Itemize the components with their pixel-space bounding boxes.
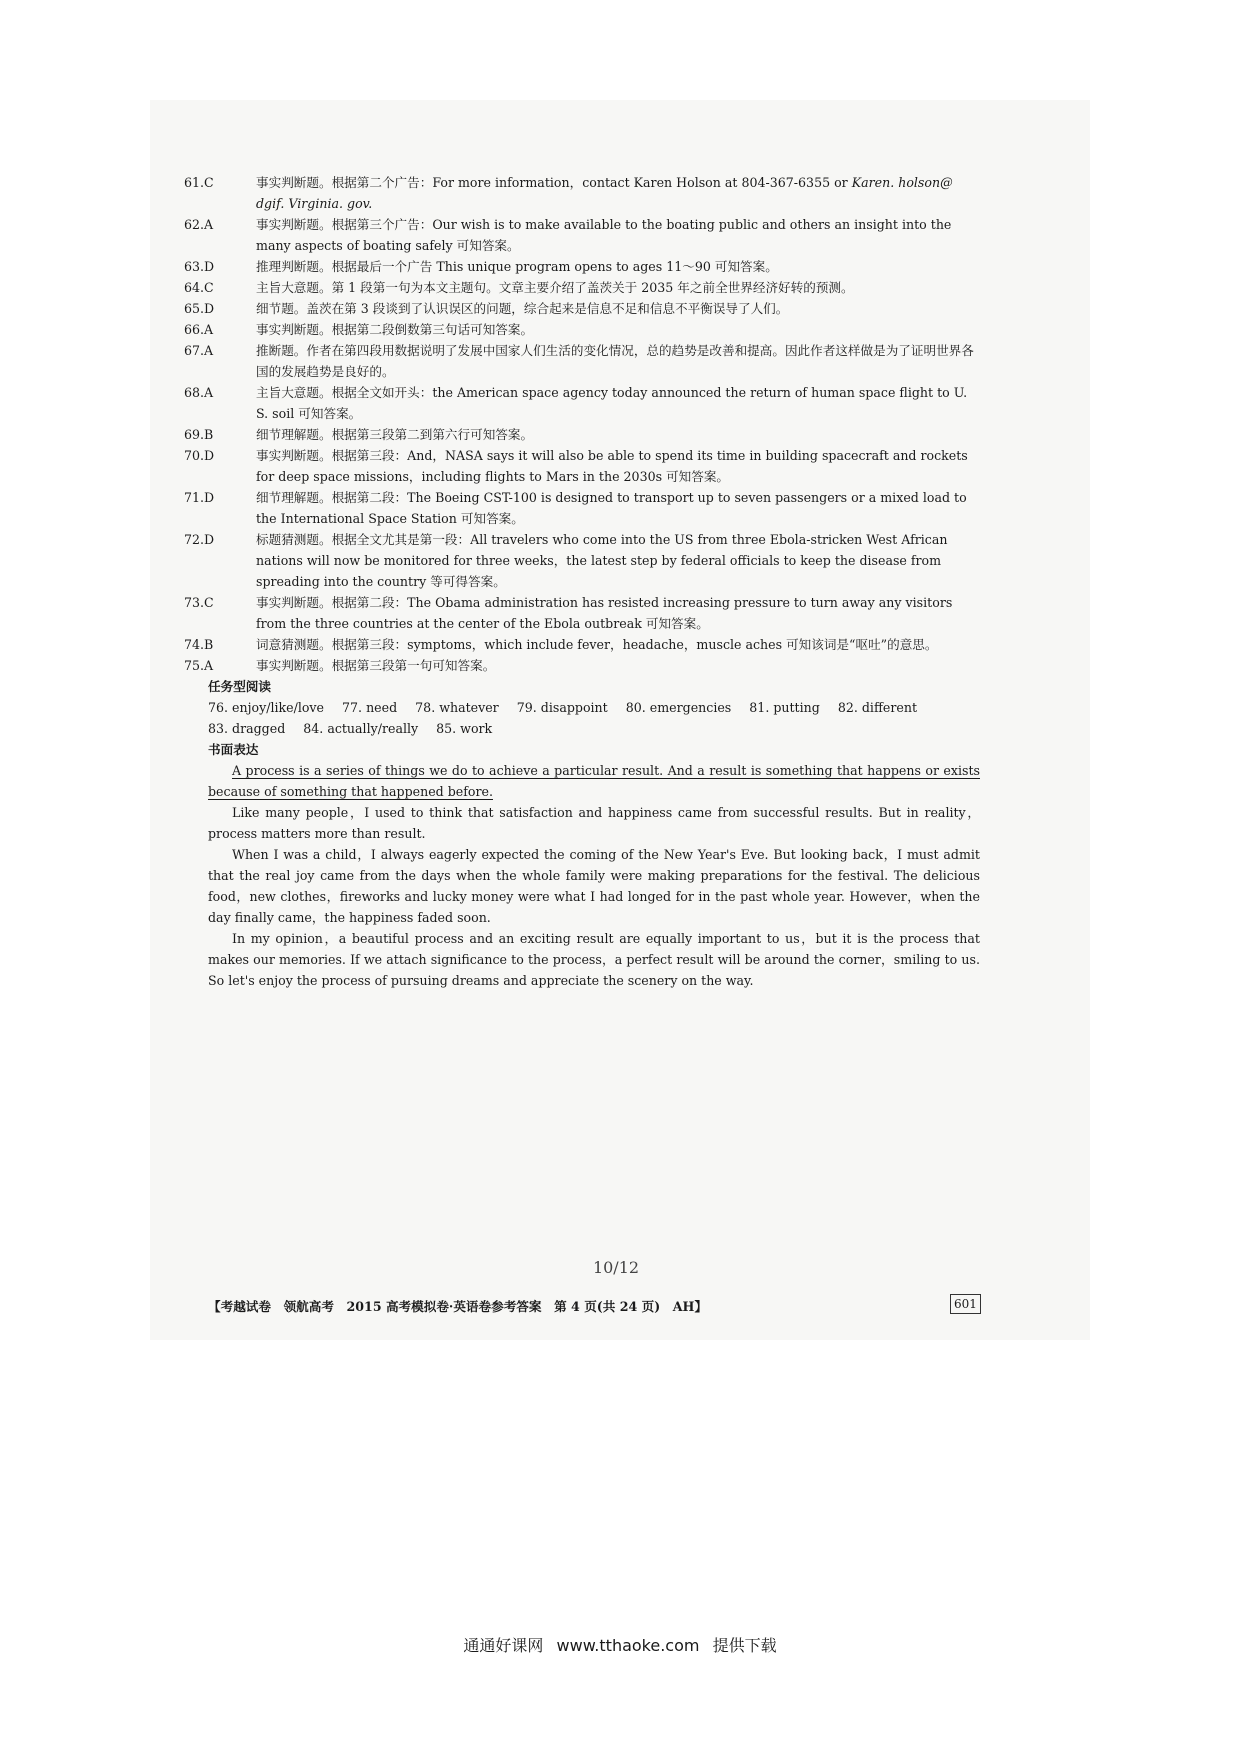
answer-text: 事实判断题。根据第二段：The Obama administration has resisted increasing pressure to turn away any visitors from the three countries at the center of the Ebola outbreak 可知答案。 [256,595,953,631]
answer-number: 72.D [184,532,215,547]
page-stamp: 601 [950,1294,981,1314]
essay-paragraph: In my opinion，a beautiful process and an exciting result are equally important to us，but it is the process that makes our memories. If we attach significance to the process，a perfect result will be around the corner，smiling to us. So let's enjoy the process of pursuing dreams and appreciate the scenery on the way. [208,931,980,988]
answer-email: Karen. holson@ dgif. Virginia. gov. [256,175,953,211]
answer-number: 62.A [184,217,214,232]
answer-number: 71.D [184,490,215,505]
task-answer: 85. work [436,721,493,736]
answer-item [184,298,980,319]
answer-text: 细节理解题。根据第三段第二到第六行可知答案。 [256,427,534,442]
page-number: 10/12 [592,1258,640,1277]
answer-number: 66.A [184,322,214,337]
answer-text: 细节理解题。根据第二段：The Boeing CST-100 is designed to transport up to seven passengers or a mixed load to the International Space Station 可知答案。 [256,490,967,526]
answer-text: 事实判断题。根据第三个广告：Our wish is to make available to the boating public and others an insight into the many aspects of boating safely 可知答案。 [256,217,952,253]
answer-item [184,634,980,655]
answer-item [184,382,980,424]
answer-text: 细节题。盖茨在第 3 段谈到了认识误区的问题，综合起来是信息不足和信息不平衡误导了人们。 [256,301,789,316]
download-text: 提供下载 [712,1636,777,1655]
task-answer: 83. dragged [208,721,286,736]
task-answer: 79. disappoint [516,700,608,715]
answer-number: 64.C [184,280,214,295]
answer-item [184,592,980,634]
task-answer: 81. putting [749,700,820,715]
answer-number: 74.B [184,637,214,652]
essay-paragraph: Like many people，I used to think that satisfaction and happiness came from successful results. But in reality，process matters more than result. [208,805,980,841]
answer-item [184,655,980,676]
task-answer: 84. actually/really [303,721,419,736]
download-notice [0,1633,1240,1656]
answer-text: 事实判断题。根据第二段倒数第三句话可知答案。 [256,322,534,337]
answer-item [184,529,980,592]
answer-item [184,214,980,256]
task-reading-heading: 任务型阅读 [208,679,271,694]
answer-text: 事实判断题。根据第三段第一句可知答案。 [256,658,496,673]
task-answers-row-1 [208,697,980,718]
answer-item [184,445,980,487]
task-answer: 80. emergencies [625,700,732,715]
answer-number: 69.B [184,427,214,442]
answer-text: 推理判断题。根据最后一个广告 This unique program opens to ages 11～90 可知答案。 [256,259,778,274]
site-name: 通通好课网 [463,1636,544,1655]
answer-item [184,172,980,214]
task-answer: 78. whatever [415,700,499,715]
task-answer: 77. need [342,700,398,715]
answer-text: 事实判断题。根据第三段：And，NASA says it will also be able to spend its time in building spacecraft and rockets for deep space missions，including flights to Mars in the 2030s 可知答案。 [256,448,968,484]
task-answers-row-2 [208,718,980,739]
writing-heading: 书面表达 [208,742,259,757]
answer-item [184,319,980,340]
essay-paragraph: When I was a child，I always eagerly expected the coming of the New Year's Eve. But looking back，I must admit that the real joy came from the days when the whole family were making preparations for the festival. The delicious food，new clothes，fireworks and lucky money were what I had longed for in the past whole year. However，when the day finally came，the happiness faded soon. [208,847,980,925]
answer-number: 61.C [184,175,214,190]
answer-number: 70.D [184,448,215,463]
answer-number: 73.C [184,595,214,610]
answer-text: 标题猜测题。根据全文尤其是第一段：All travelers who come into the US from three Ebola-stricken West African nations will now be monitored for three weeks，the latest step by federal officials to keep the disease from spreading into the country 等可得答案。 [256,532,948,589]
answer-number: 75.A [184,658,214,673]
answer-number: 63.D [184,259,215,274]
answer-item [184,340,980,382]
essay-paragraph: A process is a series of things we do to achieve a particular result. And a result is something that happens or exists because of something that happened before. [208,763,980,799]
answer-number: 68.A [184,385,214,400]
answer-text: 推断题。作者在第四段用数据说明了发展中国家人们生活的变化情况，总的趋势是改善和提高。因此作者这样做是为了证明世界各国的发展趋势是良好的。 [256,343,974,379]
answer-item [184,277,980,298]
task-answer: 82. different [837,700,918,715]
exam-footer: 【考越试卷 领航高考 2015 高考模拟卷·英语卷参考答案 第 4 页(共 24 页) AH】 [208,1299,708,1314]
answer-text: 主旨大意题。第 1 段第一句为本文主题句。文章主要介绍了盖茨关于 2035 年之前全世界经济好转的预测。 [256,280,854,295]
answer-item [184,424,980,445]
answer-item [184,487,980,529]
answer-text: 词意猜测题。根据第三段：symptoms，which include fever，headache，muscle aches 可知该词是“呕吐”的意思。 [256,637,938,652]
answer-number: 67.A [184,343,214,358]
answer-text: 事实判断题。根据第二个广告：For more information，contact Karen Holson at 804-367-6355 or [256,175,852,190]
answer-item [184,256,980,277]
answer-number: 65.D [184,301,215,316]
site-url: www.tthaoke.com [556,1636,700,1655]
answer-content [184,172,980,991]
answer-text: 主旨大意题。根据全文如开头：the American space agency today announced the return of human space flight to U. S. soil 可知答案。 [256,385,968,421]
task-answer: 76. enjoy/like/love [208,700,325,715]
